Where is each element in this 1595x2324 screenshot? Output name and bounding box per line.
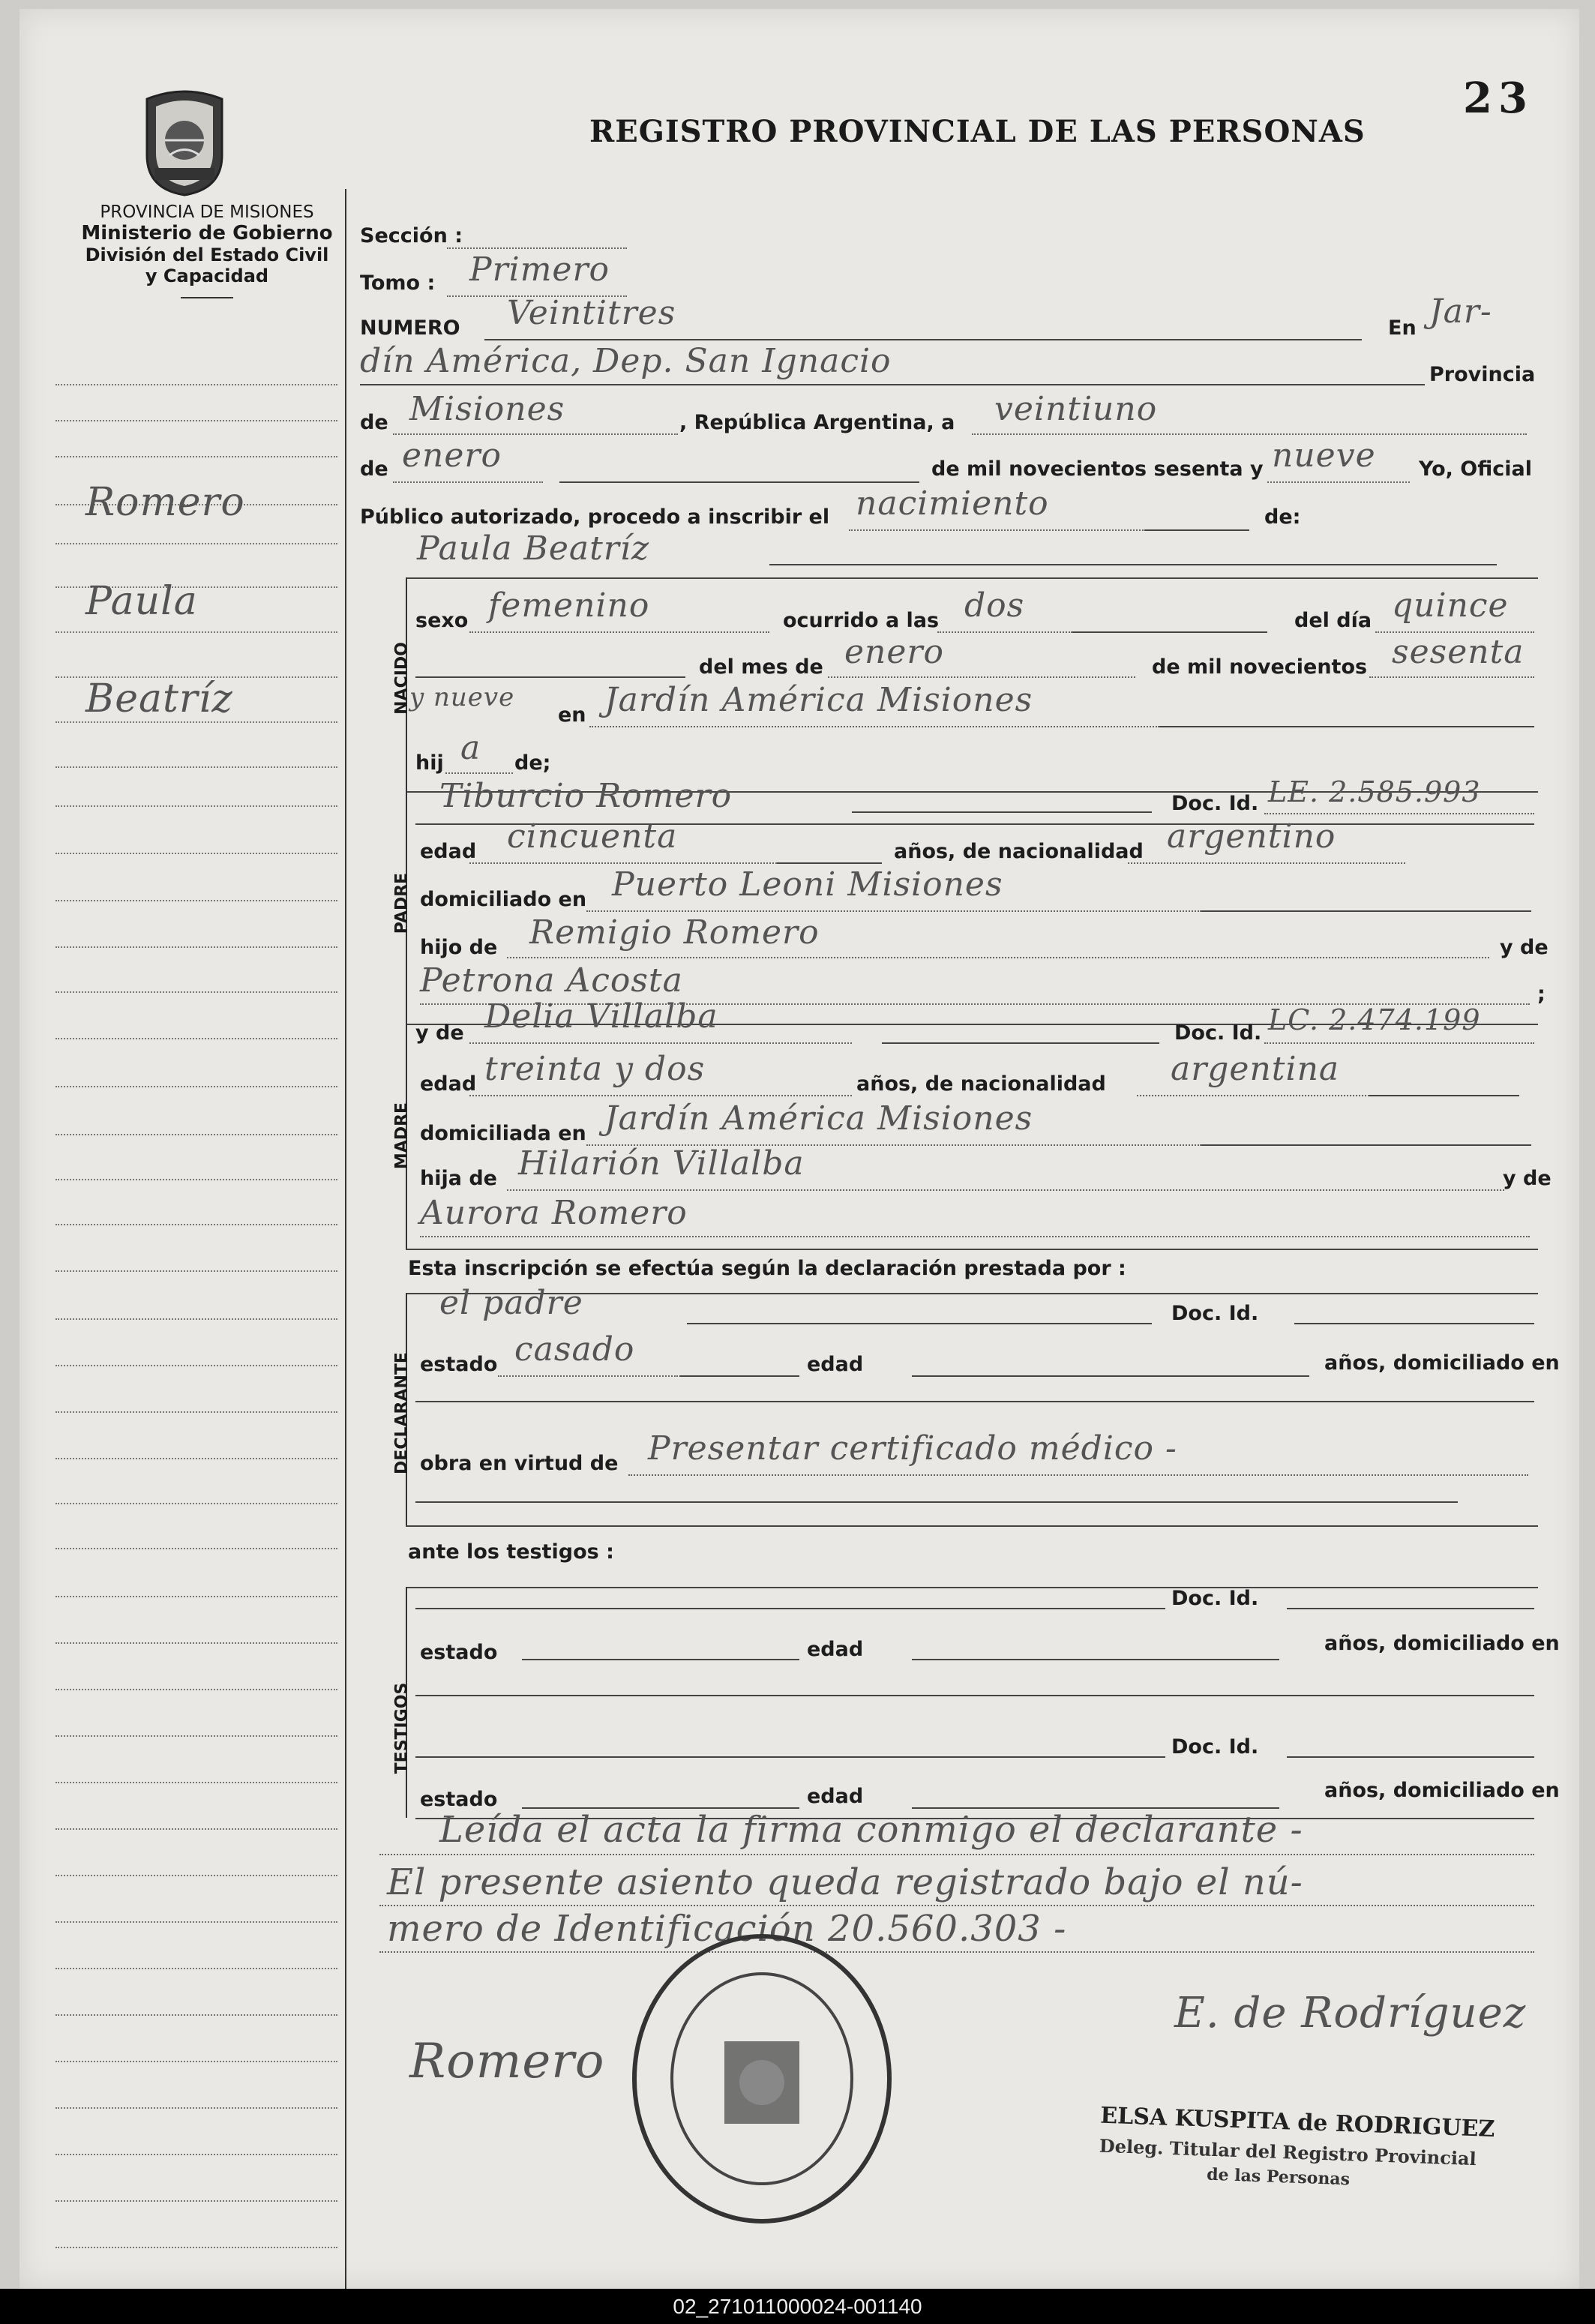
label-hija-de: hija de	[420, 1167, 497, 1190]
office-line-3: División del Estado Civil	[85, 244, 329, 265]
label-nacido: NACIDO	[392, 642, 412, 715]
label-en-small: en	[558, 703, 586, 727]
label-en: En	[1388, 316, 1417, 340]
entry-hij-suffix: a	[460, 729, 481, 767]
entry-tomo: Primero	[469, 250, 610, 289]
label-doc-id-declarante: Doc. Id.	[1171, 1302, 1259, 1325]
margin-name-1: Paula	[85, 579, 198, 624]
label-dom-padre: domiciliado en	[420, 888, 587, 911]
entry-padre-nac: argentino	[1167, 817, 1336, 856]
signature-official: E. de Rodríguez	[1174, 1989, 1527, 2038]
entry-madre-edad: treinta y dos	[484, 1050, 706, 1088]
label-publico: Público autorizado, procedo a inscribir el	[360, 505, 830, 529]
label-estado-testigo-1: estado	[420, 1641, 498, 1664]
label-de-mil: de mil novecientos	[1152, 655, 1368, 679]
office-line-1: PROVINCIA DE MISIONES	[100, 202, 314, 222]
stamp-title-2: de las Personas	[1206, 2164, 1351, 2190]
note-line-3: mero de Identificación 20.560.303 -	[387, 1908, 1067, 1950]
entry-madre-hija-de: Hilarión Villalba	[518, 1144, 805, 1183]
entry-padre-edad: cincuenta	[507, 817, 678, 856]
label-anos-dom-testigo-2: años, domiciliado en	[1324, 1779, 1560, 1802]
entry-dia-inscripcion: veintiuno	[994, 390, 1158, 428]
entry-madre-dom: Jardín América Misiones	[604, 1099, 1033, 1138]
entry-mes-inscripcion: enero	[402, 436, 502, 475]
entry-anio-inscripcion: nueve	[1272, 436, 1376, 475]
label-semicolon: ;	[1537, 982, 1546, 1006]
label-y-de-madre-2: y de	[1503, 1167, 1552, 1190]
label-estado-testigo-2: estado	[420, 1788, 498, 1811]
label-del-mes: del mes de	[699, 655, 823, 679]
office-line-4: y Capacidad	[145, 265, 269, 286]
label-yo-oficial: Yo, Oficial	[1419, 457, 1532, 481]
entry-padre-dom: Puerto Leoni Misiones	[612, 865, 1003, 904]
margin-name-2: Beatríz	[85, 676, 233, 721]
entry-declarante-estado: casado	[514, 1330, 635, 1369]
label-edad-declarante: edad	[807, 1353, 864, 1376]
label-edad-madre: edad	[420, 1072, 477, 1096]
entry-padre-doc: LE. 2.585.993	[1268, 775, 1481, 808]
label-de-colon: de:	[1264, 505, 1301, 529]
label-doc-id-padre: Doc. Id.	[1171, 792, 1259, 815]
label-doc-id-testigo-2: Doc. Id.	[1171, 1735, 1259, 1759]
label-de-mil-sesenta: de mil novecientos sesenta y	[931, 457, 1264, 481]
entry-obra: Presentar certificado médico -	[648, 1429, 1177, 1468]
entry-madre-nombre: Delia Villalba	[484, 997, 718, 1036]
label-hijo-de: hijo de	[420, 936, 498, 959]
entry-anio-nac-2: y nueve	[409, 682, 515, 712]
label-edad-padre: edad	[420, 840, 477, 863]
label-edad-testigo-2: edad	[807, 1785, 864, 1808]
office-heading	[64, 202, 349, 298]
label-testigos: TESTIGOS	[392, 1682, 412, 1774]
entry-madre-nac: argentina	[1171, 1050, 1340, 1088]
entry-hora: dos	[964, 586, 1025, 625]
entry-lugar-nac: Jardín América Misiones	[604, 681, 1033, 719]
entry-madre-y-de: Aurora Romero	[420, 1194, 688, 1232]
entry-padre-y-de: Petrona Acosta	[420, 961, 683, 1000]
label-anos-dom-testigo-1: años, domiciliado en	[1324, 1632, 1560, 1655]
label-ante: ante los testigos :	[408, 1540, 614, 1564]
entry-dia-nac: quince	[1392, 586, 1509, 625]
note-line-1: Leída el acta la firma conmigo el declarante -	[439, 1809, 1303, 1851]
entry-mes-nac: enero	[844, 633, 944, 671]
entry-sexo: femenino	[488, 586, 650, 625]
label-de-2: de	[360, 457, 388, 481]
entry-declarante: el padre	[439, 1284, 583, 1322]
page-number: 23	[1463, 73, 1534, 123]
label-nac-padre: años, de nacionalidad	[894, 840, 1144, 863]
office-line-2: Ministerio de Gobierno	[81, 222, 333, 244]
label-obra: obra en virtud de	[420, 1452, 619, 1475]
label-numero: NUMERO	[360, 316, 460, 340]
official-stamp	[1098, 2102, 1495, 2194]
entry-place-2: dín América, Dep. San Ignacio	[360, 342, 892, 380]
label-de-1: de	[360, 411, 388, 434]
label-madre: MADRE	[392, 1102, 412, 1170]
label-de-semi: de;	[514, 751, 551, 775]
label-padre: PADRE	[392, 872, 412, 934]
stamp-title-1: Deleg. Titular del Registro Provincial	[1099, 2134, 1477, 2170]
label-y-de-madre: y de	[415, 1021, 464, 1045]
label-estado-declarante: estado	[420, 1353, 498, 1376]
entry-numero: Veintitres	[507, 294, 676, 332]
province-crest	[139, 84, 229, 196]
label-tomo: Tomo :	[360, 271, 436, 295]
entry-anio-nac-1: sesenta	[1392, 633, 1525, 671]
note-line-2: El presente asiento queda registrado bajo el nú-	[387, 1861, 1303, 1903]
label-sexo: sexo	[415, 609, 469, 632]
label-anos-dom-declarante: años, domiciliado en	[1324, 1351, 1560, 1375]
stamp-name: ELSA KUSPITA de RODRIGUEZ	[1099, 2102, 1495, 2143]
label-edad-testigo-1: edad	[807, 1638, 864, 1661]
label-inscripcion: Esta inscripción se efectúa según la declaración prestada por :	[408, 1257, 1126, 1280]
entry-madre-doc: LC. 2.474.199	[1268, 1003, 1481, 1036]
registry-page	[19, 9, 1579, 2289]
margin-surname: Romero	[85, 480, 245, 525]
entry-nombre: Paula Beatríz	[417, 529, 650, 568]
entry-padre-hijo-de: Remigio Romero	[529, 913, 820, 952]
label-y-de-padre: y de	[1500, 936, 1549, 959]
entry-place-1: Jar-	[1429, 292, 1492, 331]
entry-padre-nombre: Tiburcio Romero	[439, 777, 733, 815]
official-seal	[627, 1929, 897, 2229]
label-seccion: Sección :	[360, 224, 463, 247]
label-dom-madre: domiciliada en	[420, 1122, 586, 1145]
label-republica: , República Argentina, a	[679, 411, 955, 434]
scan-id-footer: 02_271011000024-001140	[0, 2289, 1595, 2324]
entry-acto: nacimiento	[856, 484, 1049, 523]
entry-provincia: Misiones	[409, 390, 565, 428]
label-ocurrido: ocurrido a las	[783, 609, 940, 632]
label-nac-madre: años, de nacionalidad	[856, 1072, 1106, 1096]
label-provincia: Provincia	[1429, 363, 1536, 386]
page-title: REGISTRO PROVINCIAL DE LAS PERSONAS	[589, 114, 1366, 149]
label-hij: hij	[415, 751, 444, 775]
signature-declarante: Romero	[409, 2034, 605, 2089]
label-doc-id-madre: Doc. Id.	[1174, 1021, 1262, 1045]
label-declarante: DECLARANTE	[392, 1352, 412, 1474]
label-del-dia: del día	[1294, 609, 1372, 632]
label-doc-id-testigo-1: Doc. Id.	[1171, 1587, 1259, 1610]
